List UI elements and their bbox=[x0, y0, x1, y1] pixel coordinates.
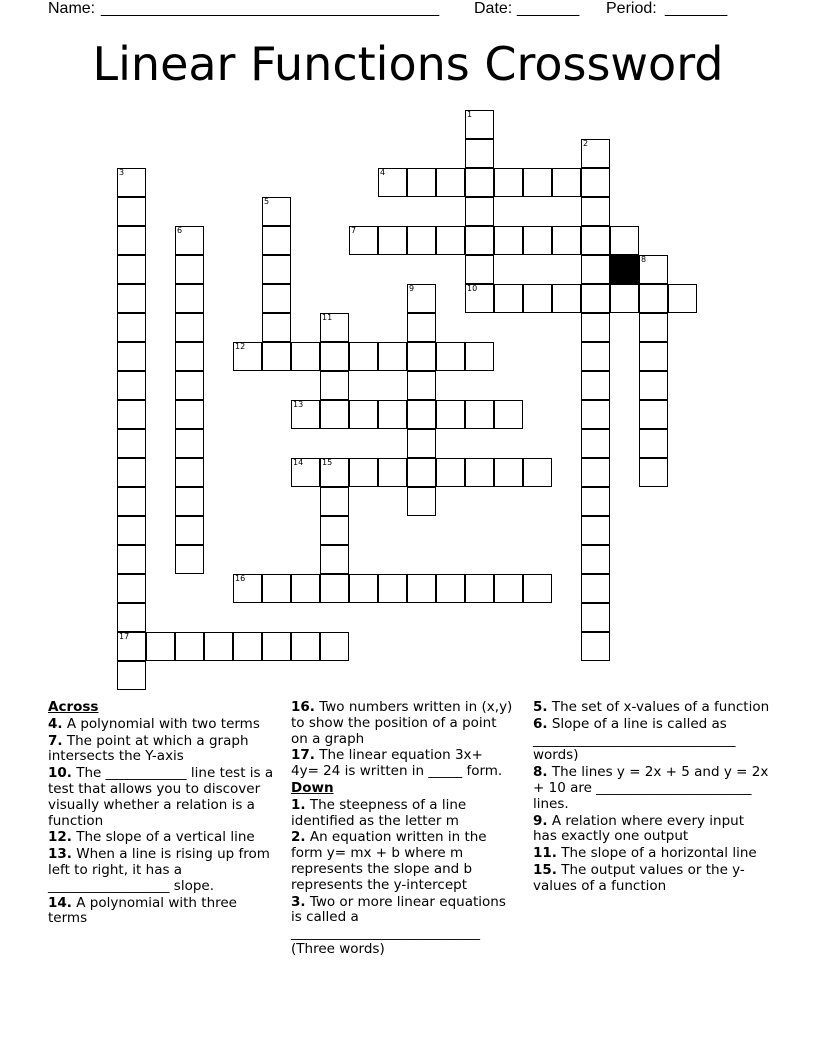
crossword-cell[interactable] bbox=[523, 168, 552, 197]
crossword-cell[interactable] bbox=[175, 487, 204, 516]
crossword-cell[interactable] bbox=[320, 632, 349, 661]
clue-number: 16. bbox=[291, 699, 315, 715]
crossword-cell[interactable] bbox=[407, 458, 436, 487]
period-blank[interactable]: _______ bbox=[665, 0, 728, 17]
crossword-cell[interactable] bbox=[117, 371, 146, 400]
crossword-cell[interactable] bbox=[262, 313, 291, 342]
crossword-cell[interactable] bbox=[407, 574, 436, 603]
crossword-cell[interactable] bbox=[407, 168, 436, 197]
crossword-cell[interactable] bbox=[378, 342, 407, 371]
clue-text: The ____________ line test is a test that allows you to discover visually whether a relation is a function bbox=[48, 765, 274, 829]
crossword-cell[interactable] bbox=[320, 342, 349, 371]
crossword-cell[interactable] bbox=[175, 226, 204, 255]
crossword-cell[interactable] bbox=[291, 342, 320, 371]
crossword-cell[interactable] bbox=[378, 574, 407, 603]
crossword-cell[interactable] bbox=[262, 342, 291, 371]
crossword-cell[interactable] bbox=[117, 516, 146, 545]
period-label: Period: bbox=[606, 0, 662, 17]
crossword-cell[interactable] bbox=[117, 284, 146, 313]
clue-number-label: 4 bbox=[380, 168, 386, 177]
crossword-cell[interactable] bbox=[117, 226, 146, 255]
clue-text: A polynomial with two terms bbox=[66, 715, 260, 732]
crossword-cell[interactable] bbox=[291, 632, 320, 661]
clue-number: 8. bbox=[533, 764, 548, 781]
crossword-cell[interactable] bbox=[494, 226, 523, 255]
crossword-cell[interactable] bbox=[581, 516, 610, 545]
clue-number-label: 12 bbox=[235, 342, 246, 351]
clue-number: 15. bbox=[533, 861, 557, 878]
crossword-cell[interactable] bbox=[581, 342, 610, 371]
crossword-cell[interactable] bbox=[320, 458, 349, 487]
crossword-cell[interactable] bbox=[175, 313, 204, 342]
crossword-cell[interactable] bbox=[523, 284, 552, 313]
name-blank[interactable]: ______________________________________ bbox=[101, 0, 440, 17]
clue-down-15 bbox=[533, 863, 771, 895]
crossword-cell[interactable] bbox=[175, 458, 204, 487]
clue-down-3 bbox=[291, 895, 513, 958]
crossword-cell[interactable] bbox=[320, 487, 349, 516]
clue-number-label: 1 bbox=[467, 110, 473, 119]
crossword-cell[interactable] bbox=[175, 545, 204, 574]
crossword-cell[interactable] bbox=[494, 458, 523, 487]
crossword-cell[interactable] bbox=[204, 632, 233, 661]
crossword-cell[interactable] bbox=[262, 632, 291, 661]
crossword-cell[interactable] bbox=[175, 429, 204, 458]
clue-text: The slope of a horizontal line bbox=[561, 845, 757, 862]
clue-text: Two numbers written in (x,y) to show the position of a point on a graph bbox=[291, 699, 513, 747]
clue-number: 6. bbox=[533, 715, 548, 732]
crossword-cell[interactable] bbox=[233, 342, 262, 371]
crossword-cell[interactable] bbox=[117, 487, 146, 516]
clue-number: 1. bbox=[291, 796, 306, 813]
clue-number: 17. bbox=[291, 747, 315, 764]
crossword-cell[interactable] bbox=[639, 284, 668, 313]
clue-number-label: 2 bbox=[583, 139, 589, 148]
crossword-cell[interactable] bbox=[581, 429, 610, 458]
crossword-cell[interactable] bbox=[465, 342, 494, 371]
clue-down-1 bbox=[291, 798, 513, 830]
crossword-cell[interactable] bbox=[349, 458, 378, 487]
crossword-cell[interactable] bbox=[378, 400, 407, 429]
clue-across-13 bbox=[48, 847, 280, 894]
crossword-cell[interactable] bbox=[117, 632, 146, 661]
crossword-cell[interactable] bbox=[262, 255, 291, 284]
crossword-cell[interactable] bbox=[639, 342, 668, 371]
clue-text: Slope of a line is called as ______________________________ words) bbox=[533, 715, 736, 764]
crossword-cell[interactable] bbox=[639, 313, 668, 342]
crossword-cell[interactable] bbox=[175, 516, 204, 545]
crossword-cell[interactable] bbox=[262, 284, 291, 313]
clue-across-12 bbox=[48, 830, 280, 846]
crossword-cell[interactable] bbox=[436, 458, 465, 487]
crossword-cell[interactable] bbox=[581, 400, 610, 429]
clue-across-10 bbox=[48, 766, 280, 829]
crossword-cell[interactable] bbox=[581, 487, 610, 516]
clue-column-2 bbox=[291, 700, 513, 959]
crossword-cell[interactable] bbox=[465, 255, 494, 284]
crossword-cell[interactable] bbox=[349, 226, 378, 255]
crossword-cell[interactable] bbox=[639, 429, 668, 458]
crossword-cell[interactable] bbox=[465, 110, 494, 139]
crossword-cell[interactable] bbox=[117, 545, 146, 574]
clue-number-label: 10 bbox=[467, 284, 478, 293]
clue-number-label: 7 bbox=[351, 226, 357, 235]
across-heading: Across bbox=[48, 699, 99, 715]
crossword-cell[interactable] bbox=[407, 342, 436, 371]
crossword-cell[interactable] bbox=[639, 371, 668, 400]
crossword-cell[interactable] bbox=[117, 400, 146, 429]
crossword-cell[interactable] bbox=[581, 197, 610, 226]
crossword-cell[interactable] bbox=[117, 255, 146, 284]
clue-text: The slope of a vertical line bbox=[76, 829, 255, 846]
clue-number-label: 3 bbox=[119, 168, 125, 177]
crossword-cell[interactable] bbox=[465, 400, 494, 429]
crossword-cell[interactable] bbox=[175, 632, 204, 661]
crossword-cell[interactable] bbox=[117, 313, 146, 342]
crossword-cell[interactable] bbox=[523, 574, 552, 603]
crossword-cell[interactable] bbox=[581, 255, 610, 284]
clue-column-1 bbox=[48, 700, 280, 928]
crossword-cell[interactable] bbox=[117, 574, 146, 603]
clue-number: 3. bbox=[291, 893, 306, 910]
clue-number: 7. bbox=[48, 732, 63, 749]
crossword-cell[interactable] bbox=[494, 574, 523, 603]
crossword-cell[interactable] bbox=[639, 400, 668, 429]
crossword-cell[interactable] bbox=[117, 429, 146, 458]
crossword-cell[interactable] bbox=[581, 574, 610, 603]
crossword-cell[interactable] bbox=[581, 458, 610, 487]
crossword-cell[interactable] bbox=[465, 226, 494, 255]
crossword-cell[interactable] bbox=[320, 545, 349, 574]
crossword-cell[interactable] bbox=[639, 255, 668, 284]
crossword-cell[interactable] bbox=[175, 400, 204, 429]
clue-number-label: 8 bbox=[641, 255, 647, 264]
clue-column-3 bbox=[533, 700, 771, 896]
clue-number: 10. bbox=[48, 765, 72, 782]
clue-text: When a line is rising up from left to right, it has a __________________ slope. bbox=[48, 846, 270, 894]
crossword-cell[interactable] bbox=[175, 371, 204, 400]
crossword-cell[interactable] bbox=[175, 255, 204, 284]
clue-number-label: 11 bbox=[322, 313, 333, 322]
crossword-cell[interactable] bbox=[233, 632, 262, 661]
crossword-cell[interactable] bbox=[291, 458, 320, 487]
crossword-cell[interactable] bbox=[436, 342, 465, 371]
crossword-cell[interactable] bbox=[610, 284, 639, 313]
clue-text: The output values or the y-values of a function bbox=[533, 861, 745, 894]
crossword-cell[interactable] bbox=[320, 516, 349, 545]
clue-number: 2. bbox=[291, 829, 306, 846]
crossword-cell[interactable] bbox=[581, 545, 610, 574]
date-blank[interactable]: _______ bbox=[517, 0, 580, 17]
crossword-cell[interactable] bbox=[320, 313, 349, 342]
crossword-cell[interactable] bbox=[407, 487, 436, 516]
clue-across-14 bbox=[48, 896, 280, 928]
crossword-cell[interactable] bbox=[117, 603, 146, 632]
crossword-cell[interactable] bbox=[407, 226, 436, 255]
crossword-cell[interactable] bbox=[349, 342, 378, 371]
crossword-cell[interactable] bbox=[436, 168, 465, 197]
crossword-cell[interactable] bbox=[117, 168, 146, 197]
crossword-cell[interactable] bbox=[552, 226, 581, 255]
clue-text: The lines y = 2x + 5 and y = 2x + 10 are _______________________ lines. bbox=[533, 764, 769, 812]
clue-text: The point at which a graph intersects the Y-axis bbox=[48, 732, 249, 765]
crossword-cell[interactable] bbox=[407, 313, 436, 342]
clue-text: The set of x-values of a function bbox=[551, 699, 770, 715]
crossword-cell[interactable] bbox=[581, 226, 610, 255]
clue-number-label: 14 bbox=[293, 458, 304, 467]
crossword-cell[interactable] bbox=[407, 400, 436, 429]
crossword-cell[interactable] bbox=[378, 226, 407, 255]
crossword-cell[interactable] bbox=[378, 168, 407, 197]
crossword-cell[interactable] bbox=[494, 284, 523, 313]
crossword-block bbox=[610, 255, 639, 284]
crossword-cell[interactable] bbox=[117, 197, 146, 226]
clue-number: 12. bbox=[48, 829, 72, 846]
down-heading: Down bbox=[291, 779, 334, 796]
crossword-cell[interactable] bbox=[117, 342, 146, 371]
page-title: Linear Functions Crossword bbox=[92, 37, 724, 91]
crossword-cell[interactable] bbox=[291, 574, 320, 603]
crossword-cell[interactable] bbox=[465, 458, 494, 487]
crossword-cell[interactable] bbox=[639, 458, 668, 487]
crossword-cell[interactable] bbox=[320, 400, 349, 429]
crossword-cell[interactable] bbox=[465, 168, 494, 197]
crossword-cell[interactable] bbox=[407, 371, 436, 400]
crossword-cell[interactable] bbox=[581, 168, 610, 197]
clue-text: The linear equation 3x+ 4y= 24 is written in _____ form. bbox=[291, 747, 503, 780]
clue-across-4 bbox=[48, 717, 280, 733]
clue-text: A relation where every input has exactly one output bbox=[533, 812, 744, 845]
clue-number-label: 16 bbox=[235, 574, 246, 583]
clue-number-label: 13 bbox=[293, 400, 304, 409]
clue-down-11 bbox=[533, 846, 771, 862]
clue-down-8 bbox=[533, 765, 771, 812]
crossword-cell[interactable] bbox=[320, 574, 349, 603]
crossword-cell[interactable] bbox=[581, 371, 610, 400]
crossword-cell[interactable] bbox=[407, 429, 436, 458]
clue-number: 9. bbox=[533, 812, 548, 829]
name-label: Name: bbox=[48, 0, 100, 17]
clue-text: Two or more linear equations is called a ____________________________ (Three words) bbox=[291, 893, 506, 957]
clue-down-2 bbox=[291, 830, 513, 893]
crossword-cell[interactable] bbox=[262, 197, 291, 226]
crossword-cell[interactable] bbox=[581, 284, 610, 313]
crossword-cell[interactable] bbox=[407, 284, 436, 313]
clue-number: 11. bbox=[533, 845, 557, 862]
crossword-cell[interactable] bbox=[262, 574, 291, 603]
crossword-cell[interactable] bbox=[465, 284, 494, 313]
clue-number: 5. bbox=[533, 699, 548, 715]
crossword-cell[interactable] bbox=[494, 168, 523, 197]
clue-number-label: 17 bbox=[119, 632, 130, 641]
crossword-cell[interactable] bbox=[494, 400, 523, 429]
crossword-cell[interactable] bbox=[581, 632, 610, 661]
clue-number: 4. bbox=[48, 715, 63, 732]
crossword-cell[interactable] bbox=[465, 139, 494, 168]
clue-across-17 bbox=[291, 748, 513, 780]
crossword-cell[interactable] bbox=[233, 574, 262, 603]
crossword-cell[interactable] bbox=[146, 632, 175, 661]
clue-text: A polynomial with three terms bbox=[48, 894, 237, 927]
crossword-cell[interactable] bbox=[523, 458, 552, 487]
clue-text: The steepness of a line identified as the letter m bbox=[291, 796, 467, 829]
crossword-cell[interactable] bbox=[436, 574, 465, 603]
crossword-cell[interactable] bbox=[552, 284, 581, 313]
crossword-cell[interactable] bbox=[436, 400, 465, 429]
crossword-cell[interactable] bbox=[320, 371, 349, 400]
clue-number: 14. bbox=[48, 894, 72, 911]
crossword-cell[interactable] bbox=[581, 313, 610, 342]
crossword-cell[interactable] bbox=[262, 226, 291, 255]
clue-across-16 bbox=[291, 700, 513, 747]
clue-number-label: 5 bbox=[264, 197, 270, 206]
clue-down-5 bbox=[533, 700, 771, 716]
clue-number: 13. bbox=[48, 846, 72, 863]
crossword-cell[interactable] bbox=[552, 168, 581, 197]
clue-number-label: 15 bbox=[322, 458, 333, 467]
clue-down-9 bbox=[533, 814, 771, 846]
crossword-cell[interactable] bbox=[581, 603, 610, 632]
crossword-cell[interactable] bbox=[436, 226, 465, 255]
crossword-cell[interactable] bbox=[117, 458, 146, 487]
crossword-cell[interactable] bbox=[465, 197, 494, 226]
crossword-cell[interactable] bbox=[378, 458, 407, 487]
clue-number-label: 9 bbox=[409, 284, 415, 293]
crossword-cell[interactable] bbox=[523, 226, 552, 255]
crossword-cell[interactable] bbox=[349, 400, 378, 429]
crossword-cell[interactable] bbox=[175, 284, 204, 313]
clue-text: An equation written in the form y= mx + b where m represents the slope and b represents the y-intercept bbox=[291, 829, 487, 893]
clue-number-label: 6 bbox=[177, 226, 183, 235]
crossword-cell[interactable] bbox=[610, 226, 639, 255]
clue-across-7 bbox=[48, 734, 280, 766]
date-label: Date: bbox=[474, 0, 517, 17]
crossword-cell[interactable] bbox=[581, 139, 610, 168]
crossword-cell[interactable] bbox=[668, 284, 697, 313]
crossword-cell[interactable] bbox=[175, 342, 204, 371]
crossword-cell[interactable] bbox=[291, 400, 320, 429]
clue-down-6 bbox=[533, 717, 771, 764]
crossword-cell[interactable] bbox=[349, 574, 378, 603]
crossword-cell[interactable] bbox=[465, 574, 494, 603]
crossword-cell[interactable] bbox=[117, 661, 146, 690]
